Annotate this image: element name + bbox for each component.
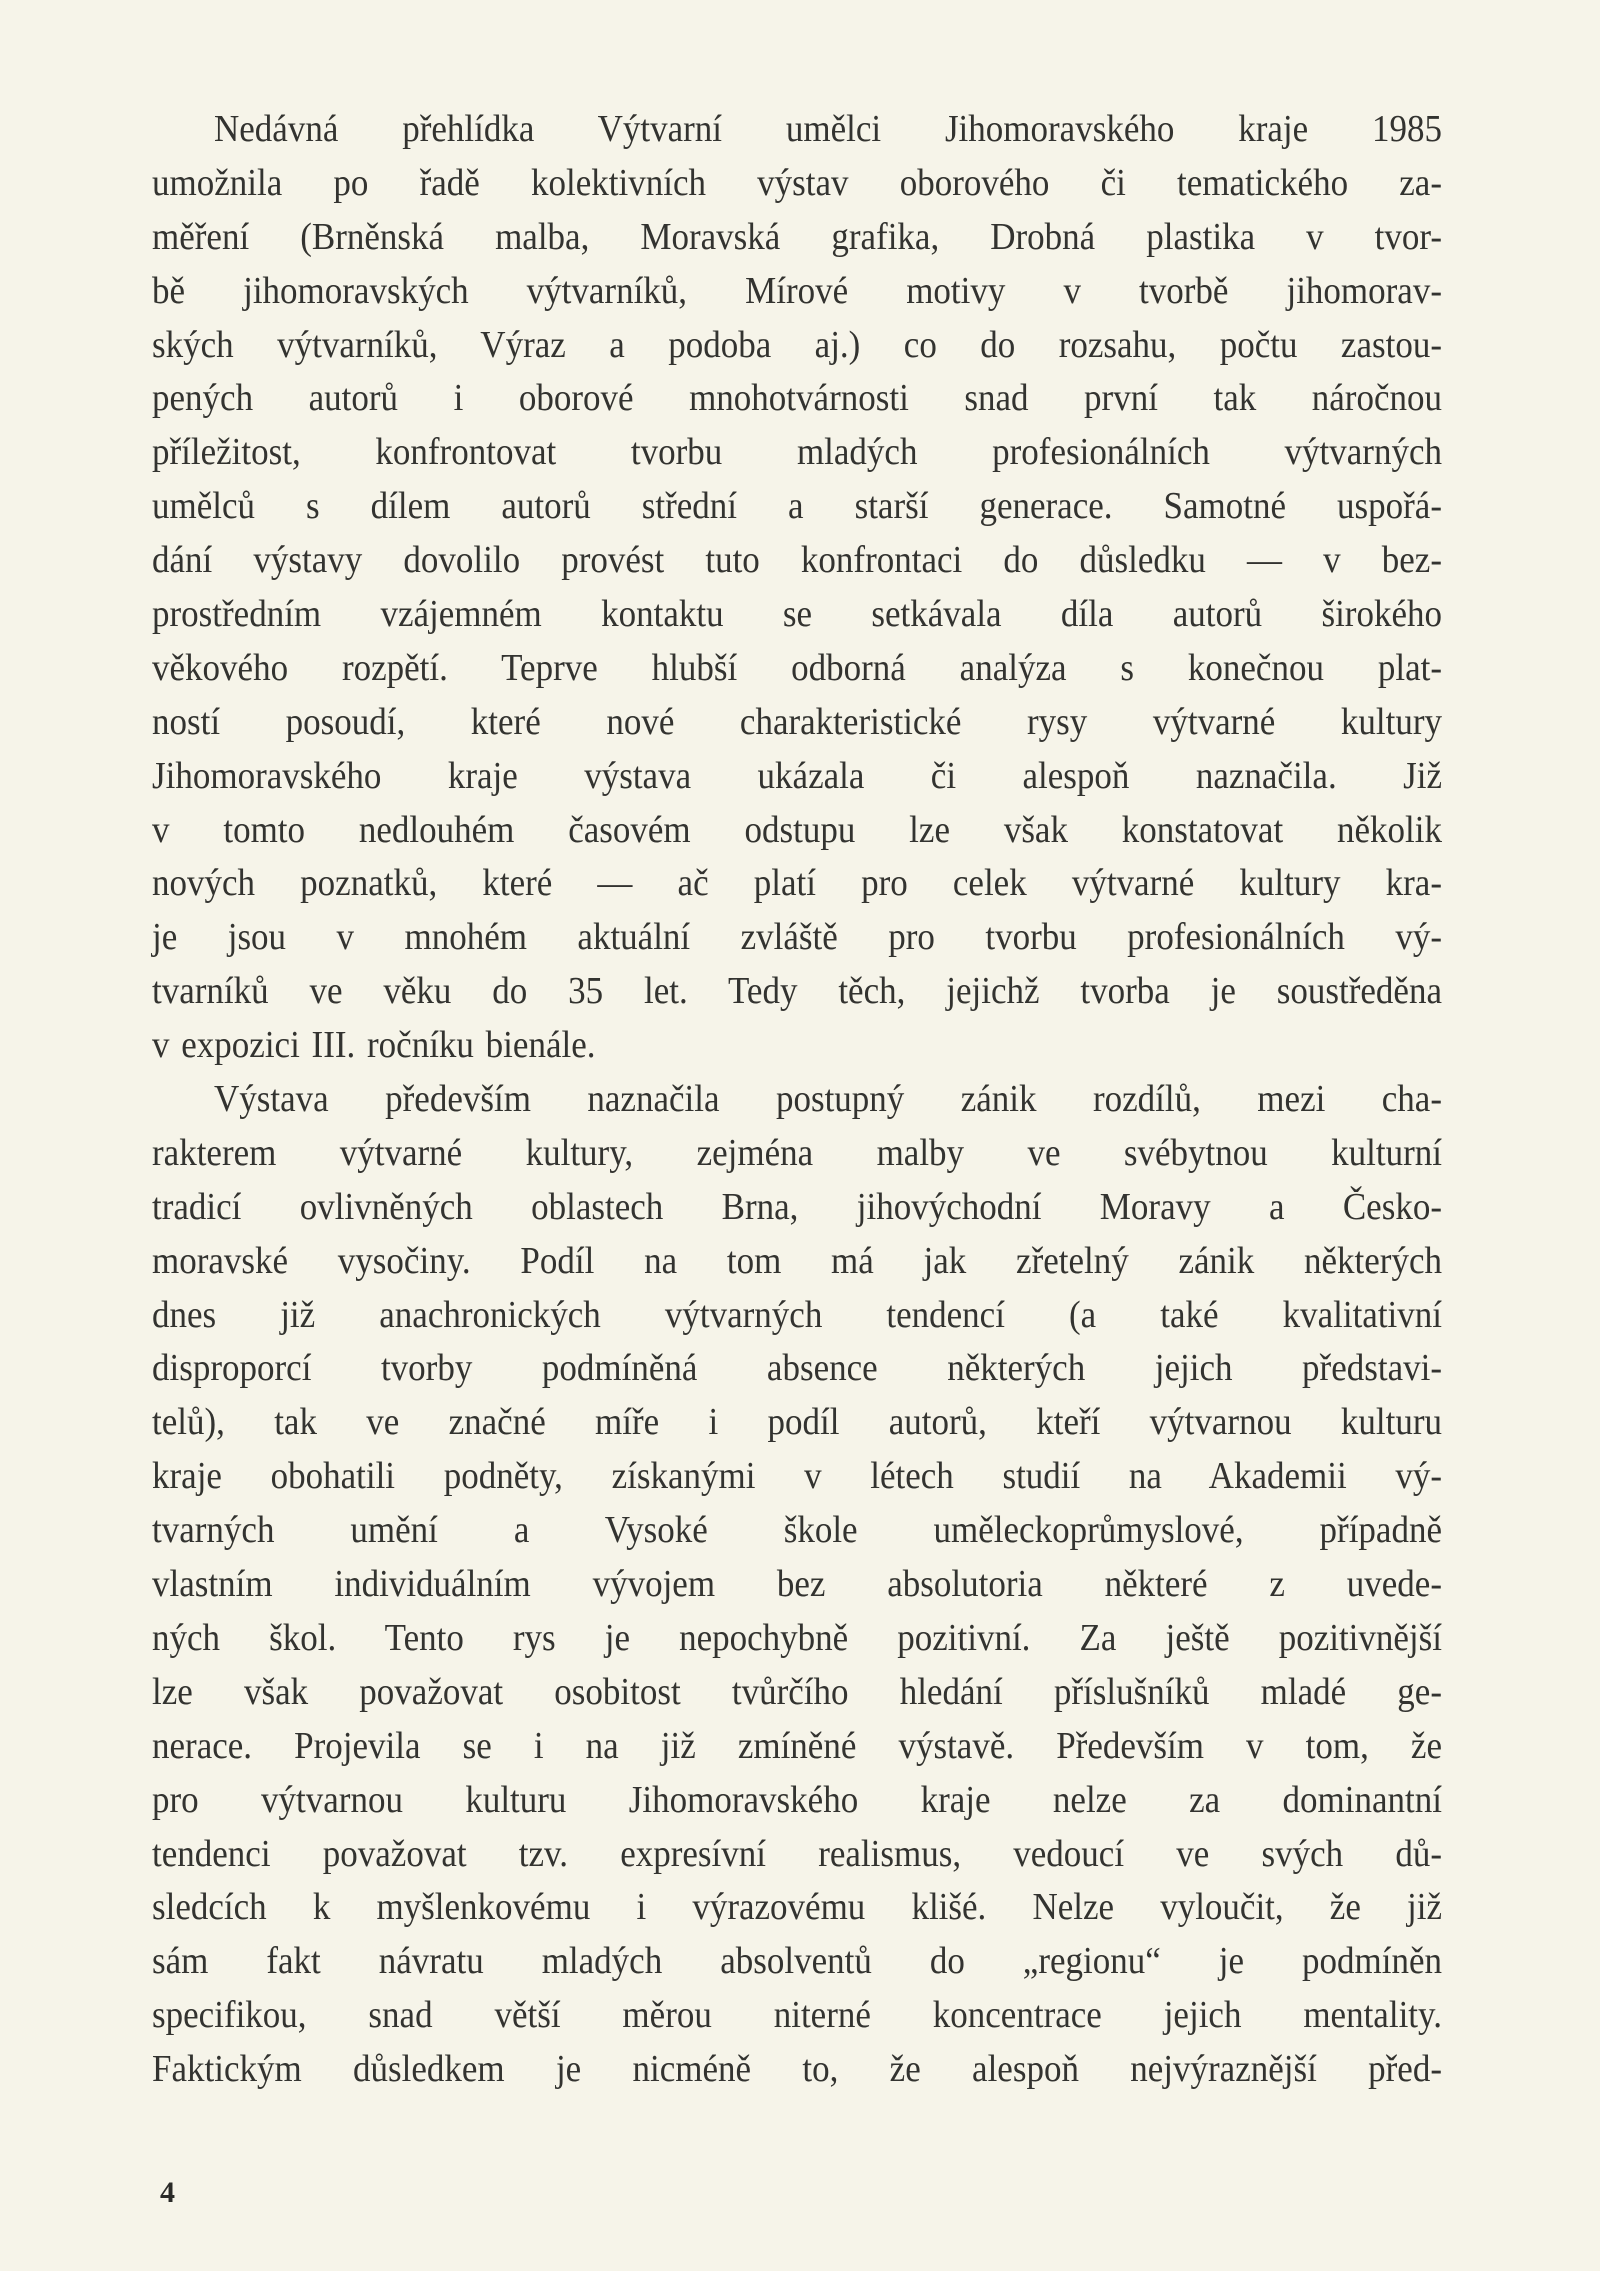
text-line: ských výtvarníků, Výraz a podoba aj.) co do rozsahu, počtu zastou-	[152, 322, 1442, 366]
text-line: měření (Brněnská malba, Moravská grafika, Drobná plastika v tvor-	[152, 215, 1442, 258]
text-line: lze však považovat osobitost tvůrčího hledání příslušníků mladé ge-	[152, 1670, 1442, 1713]
text-line: Faktickým důsledkem je nicméně to, že alespoň nejvýraznější před-	[152, 2047, 1442, 2090]
text-line: dání výstavy dovolilo provést tuto konfrontaci do důsledku — v bez-	[152, 538, 1442, 581]
text-line: příležitost, konfrontovat tvorbu mladých profesionálních výtvarných	[152, 430, 1442, 473]
text-line: Výstava především naznačila postupný zánik rozdílů, mezi cha-	[214, 1077, 1442, 1120]
paragraph	[152, 1072, 1442, 2096]
paragraph	[152, 102, 1442, 1072]
text-line: tvarníků ve věku do 35 let. Tedy těch, jejichž tvorba je soustředěna	[152, 969, 1442, 1012]
text-line: tvarných umění a Vysoké škole uměleckoprůmyslové, případně	[152, 1508, 1442, 1551]
text-line: vlastním individuálním vývojem bez absolutoria některé z uvede-	[152, 1562, 1442, 1605]
text-line: sledcích k myšlenkovému i výrazovému klišé. Nelze vyloučit, že již	[152, 1885, 1442, 1928]
text-line: umožnila po řadě kolektivních výstav oborového či tematického za-	[152, 161, 1442, 204]
text-line: pro výtvarnou kulturu Jihomoravského kraje nelze za dominantní	[152, 1778, 1442, 1821]
text-line: tradicí ovlivněných oblastech Brna, jihovýchodní Moravy a Česko-	[152, 1185, 1442, 1228]
text-line: Nedávná přehlídka Výtvarní umělci Jihomoravského kraje 1985	[214, 107, 1442, 150]
text-line: věkového rozpětí. Teprve hlubší odborná analýza s konečnou plat-	[152, 646, 1442, 689]
text-line: moravské vysočiny. Podíl na tom má jak zřetelný zánik některých	[152, 1239, 1442, 1282]
text-line: ností posoudí, které nové charakteristické rysy výtvarné kultury	[152, 700, 1442, 743]
text-line: rakterem výtvarné kultury, zejména malby ve svébytnou kulturní	[152, 1131, 1442, 1174]
text-line: pených autorů i oborové mnohotvárnosti snad první tak náročnou	[152, 376, 1442, 419]
text-line: kraje obohatili podněty, získanými v létech studií na Akademii vý-	[152, 1454, 1442, 1497]
text-line: sám fakt návratu mladých absolventů do „regionu“ je podmíněn	[152, 1939, 1442, 1982]
text-line: nerace. Projevila se i na již zmíněné výstavě. Především v tom, že	[152, 1724, 1442, 1767]
text-line: dnes již anachronických výtvarných tendencí (a také kvalitativní	[152, 1292, 1442, 1336]
text-line: specifikou, snad větší měrou niterné koncentrace jejich mentality.	[152, 1993, 1442, 2036]
text-line: disproporcí tvorby podmíněná absence některých jejich představi-	[152, 1346, 1442, 1390]
text-line: telů), tak ve značné míře i podíl autorů, kteří výtvarnou kulturu	[152, 1400, 1442, 1443]
text-line: ných škol. Tento rys je nepochybně pozitivní. Za ještě pozitivnější	[152, 1616, 1442, 1659]
text-line: v tomto nedlouhém časovém odstupu lze však konstatovat několik	[152, 807, 1442, 851]
text-line: je jsou v mnohém aktuální zvláště pro tvorbu profesionálních vý-	[152, 915, 1442, 958]
text-line: Jihomoravského kraje výstava ukázala či alespoň naznačila. Již	[152, 754, 1442, 797]
text-line: nových poznatků, které — ač platí pro celek výtvarné kultury kra-	[152, 861, 1442, 904]
text-line: prostředním vzájemném kontaktu se setkávala díla autorů širokého	[152, 592, 1442, 635]
text-line: tendenci považovat tzv. expresívní realismus, vedoucí ve svých dů-	[152, 1831, 1442, 1875]
text-line: umělců s dílem autorů střední a starší generace. Samotné uspořá-	[152, 484, 1442, 527]
text-line: v expozici III. ročníku bienále.	[152, 1023, 596, 1066]
page-number: 4	[160, 2176, 175, 2209]
text-line: bě jihomoravských výtvarníků, Mírové motivy v tvorbě jihomorav-	[152, 269, 1442, 312]
body-text	[152, 102, 1442, 2096]
